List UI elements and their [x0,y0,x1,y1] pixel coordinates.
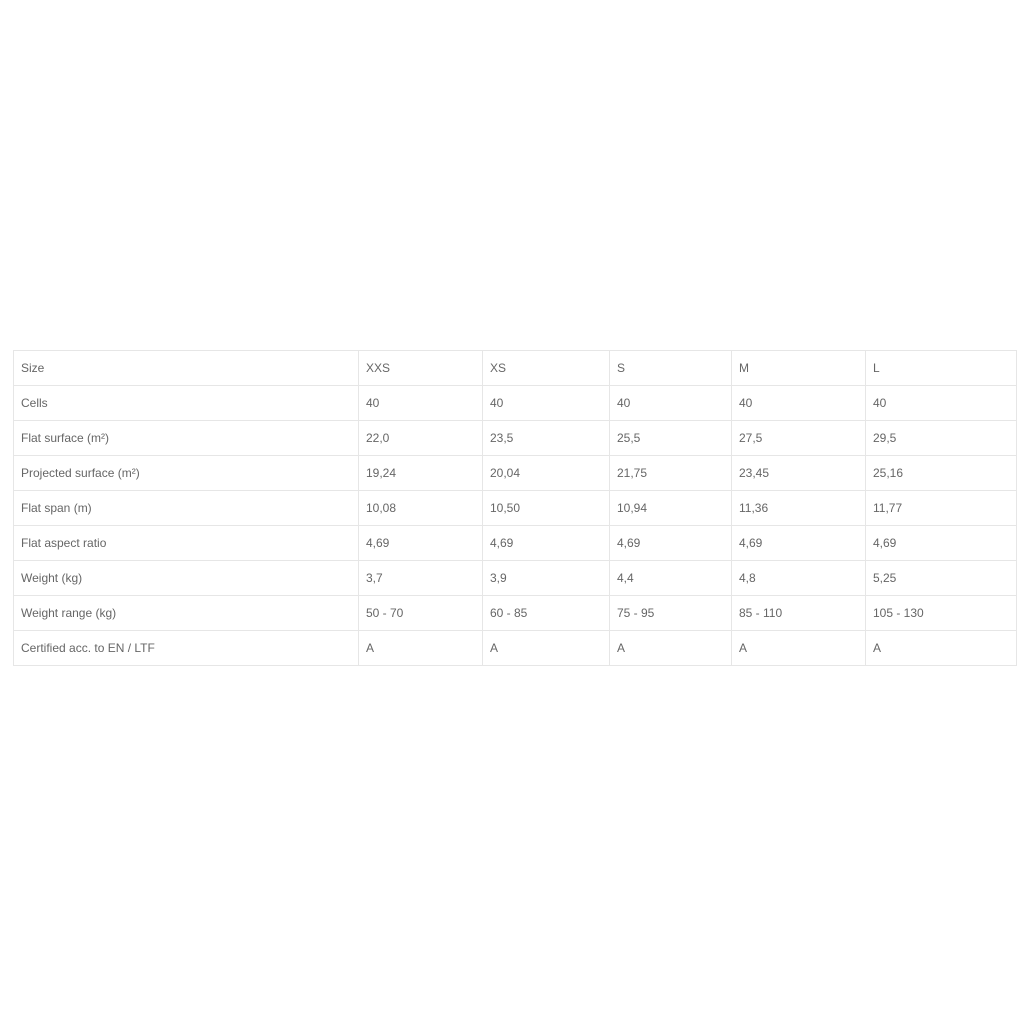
cell-xs: 40 [483,386,610,421]
cell-xxs: 10,08 [359,491,483,526]
cell-xxs: XXS [359,351,483,386]
cell-s: 25,5 [610,421,732,456]
cell-xxs: 3,7 [359,561,483,596]
cell-s: 4,69 [610,526,732,561]
row-projected-surface [14,456,1017,491]
cell-s: A [610,631,732,666]
row-label: Flat surface (m²) [14,421,359,456]
row-label: Certified acc. to EN / LTF [14,631,359,666]
cell-m: 27,5 [732,421,866,456]
cell-l: A [866,631,1017,666]
cell-l: L [866,351,1017,386]
cell-m: 4,8 [732,561,866,596]
row-label: Projected surface (m²) [14,456,359,491]
cell-xxs: 22,0 [359,421,483,456]
row-label: Flat span (m) [14,491,359,526]
cell-xs: 3,9 [483,561,610,596]
row-cells [14,386,1017,421]
row-label: Size [14,351,359,386]
cell-xs: 20,04 [483,456,610,491]
row-certification [14,631,1017,666]
cell-l: 40 [866,386,1017,421]
cell-m: 23,45 [732,456,866,491]
row-weight [14,561,1017,596]
cell-l: 105 - 130 [866,596,1017,631]
cell-s: S [610,351,732,386]
cell-m: A [732,631,866,666]
row-flat-aspect-ratio [14,526,1017,561]
cell-m: 11,36 [732,491,866,526]
cell-l: 29,5 [866,421,1017,456]
cell-s: 4,4 [610,561,732,596]
cell-m: 85 - 110 [732,596,866,631]
row-flat-surface [14,421,1017,456]
cell-m: 4,69 [732,526,866,561]
cell-l: 5,25 [866,561,1017,596]
row-label: Weight range (kg) [14,596,359,631]
cell-xxs: 19,24 [359,456,483,491]
spec-table [13,350,1017,666]
cell-xs: 4,69 [483,526,610,561]
cell-xs: 10,50 [483,491,610,526]
cell-xs: A [483,631,610,666]
row-weight-range [14,596,1017,631]
cell-l: 4,69 [866,526,1017,561]
cell-l: 11,77 [866,491,1017,526]
cell-l: 25,16 [866,456,1017,491]
cell-xxs: A [359,631,483,666]
cell-s: 75 - 95 [610,596,732,631]
cell-m: M [732,351,866,386]
cell-xxs: 40 [359,386,483,421]
row-label: Weight (kg) [14,561,359,596]
row-label: Flat aspect ratio [14,526,359,561]
cell-xs: XS [483,351,610,386]
cell-s: 40 [610,386,732,421]
cell-xxs: 4,69 [359,526,483,561]
cell-m: 40 [732,386,866,421]
cell-xs: 23,5 [483,421,610,456]
cell-s: 10,94 [610,491,732,526]
cell-xxs: 50 - 70 [359,596,483,631]
row-flat-span [14,491,1017,526]
row-label: Cells [14,386,359,421]
row-size [14,351,1017,386]
cell-xs: 60 - 85 [483,596,610,631]
cell-s: 21,75 [610,456,732,491]
